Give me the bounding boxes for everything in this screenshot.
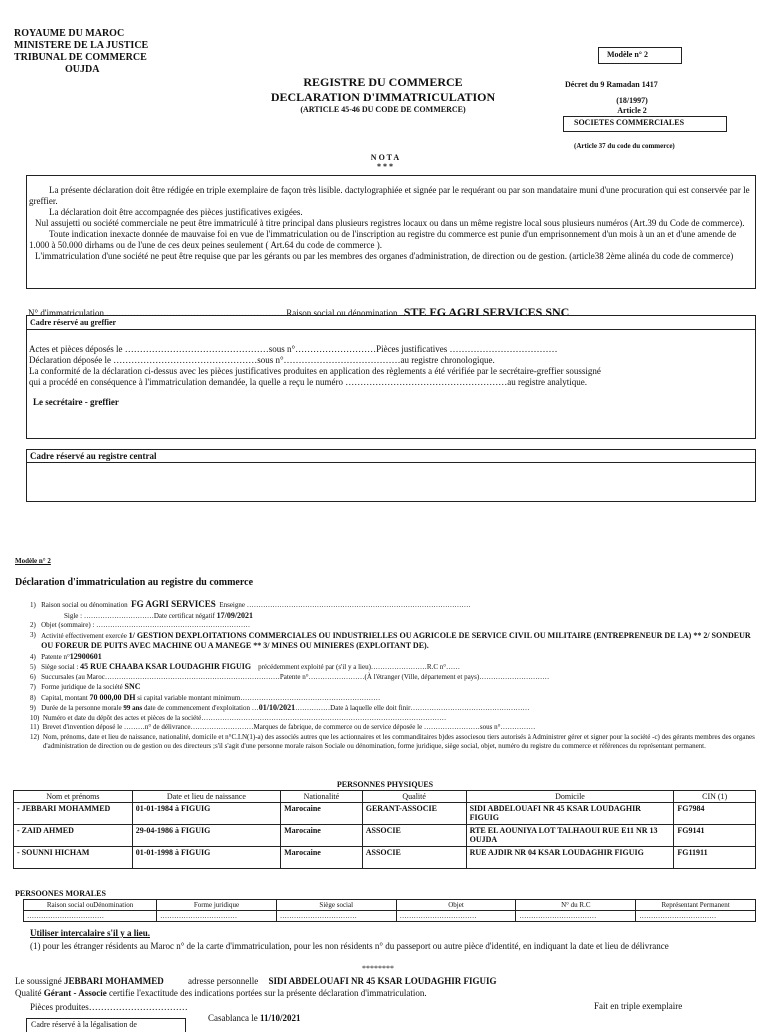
article37-text: (Article 37 du code du commerce) [574, 142, 675, 150]
cell-naissance: 29-04-1986 à FIGUIG [132, 825, 280, 847]
modele-label: Modèle n° 2 [607, 50, 648, 59]
cell-qualite: ASSOCIE [362, 847, 466, 869]
col-domicile: Domicile [466, 791, 674, 803]
cell-domicile: RUE AJDIR NR 04 KSAR LOUDAGHIR FIGUIG [466, 847, 674, 869]
cadre-legalisation [26, 1018, 186, 1032]
notes-stars: ******** [362, 964, 394, 973]
col-cin: CIN (1) [674, 791, 756, 803]
item-9-mid: date de commencement d'exploitation … [143, 704, 259, 712]
nota-paragraph-3: Nul assujetti ou société commerciale ne peut être immatriculé à titre principal dans plusieurs registres locaux ou dans un même registre local sous plusieurs numéros (Art.39 du Code de commerce). [35, 218, 745, 228]
cell-domicile: RTE EL AOUNIYA LOT TALHAOUI RUE E11 NR 13 OUJDA [466, 825, 674, 847]
greffier-line-1: Actes et pièces déposés le …………………………………………sous n°………………………Pièces justificatives ……………………………… [29, 344, 558, 354]
cell-nationalite: Marocaine [281, 825, 363, 847]
item-7: 7) Forme juridique de la société SNC [30, 682, 141, 691]
cell-dots: …………………………… [516, 911, 636, 922]
item-8: 8) Capital, montant 70 000,00 DH si capital variable montant minimum…………………………………………………… [30, 692, 381, 702]
col-forme: Forme juridique [157, 900, 277, 911]
qualite-value: Gérant - Associe [43, 988, 107, 998]
col-siege: Siège social [276, 900, 396, 911]
item-9-value: 99 ans [123, 704, 143, 712]
col-objet: Objet [396, 900, 516, 911]
greffier-signature: Le secrétaire - greffier [33, 397, 119, 407]
nota-box [26, 175, 756, 289]
item-1-tail: Enseigne …………………………………………………………………………………… [219, 601, 471, 609]
item-11: 11) Brevet d'invention déposé le ………n° de délivrance………………………Marques de fabrique, de commerce ou de service déposée le ……………………sous n°…………… [30, 723, 536, 731]
decret-year: (18/1997) [616, 96, 648, 105]
modele-badge [598, 47, 682, 64]
immatriculation-label: N° d'immatriculation ……………………………………………………Raison social ou dénomination [28, 308, 398, 318]
item-1-value: FG AGRI SERVICES [131, 599, 216, 609]
adresse-label: adresse personnelle [188, 976, 259, 986]
declaration-title: Déclaration d'immatriculation au registre du commerce [15, 577, 254, 588]
table-row [14, 847, 756, 869]
ville-label: Casablanca le [208, 1013, 258, 1023]
cell-qualite: ASSOCIE [362, 825, 466, 847]
ministry-header [14, 28, 148, 76]
morales-table [23, 899, 756, 922]
qualite-line [15, 988, 427, 998]
decret-block [565, 80, 705, 89]
header-line-3: TRIBUNAL DE COMMERCE [14, 52, 147, 63]
cell-nom: - ZAID AHMED [14, 825, 133, 847]
cell-dots: …………………………… [396, 911, 516, 922]
adresse-value: SIDI ABDELOUAFI NR 45 KSAR LOUDAGHIR FIGUIG [268, 976, 497, 986]
modele-2-label: Modèle n° 2 [15, 557, 51, 565]
cell-naissance: 01-01-1984 à FIGUIG [132, 803, 280, 825]
item-9: 9) Durée de la personne morale 99 ans date de commencement d'exploitation …01/10/2021……………Date à laquelle elle doit finir…………………………………………… [30, 703, 530, 712]
item-10-text: Numéro et date du dépôt des actes et pièces de la société…………………………………………………………………………………………… [42, 713, 447, 722]
cadre-legalisation-label: Cadre réservé à la légalisation de [31, 1020, 137, 1029]
nota-paragraph-1: La présente déclaration doit être rédigée en triple exemplaire de façon très lisible. dactylographiée et signée par le requérant ou par son mandataire muni d'une procuration qui est conservée par le greffier. [29, 185, 750, 206]
morales-title: PERSOONES MORALES [15, 889, 106, 898]
greffier-line-2: Déclaration déposée le …………………………………………sous n°…………………………………au registre chronologique. [29, 355, 495, 365]
sigle-date: 17/09/2021 [216, 610, 254, 620]
cell-dots: …………………………… [636, 911, 756, 922]
item-11-text: Brevet d'invention déposé le ………n° de délivrance………………………Marques de fabrique, de commerce ou de service déposée le ……………………sous n°…………… [42, 723, 536, 731]
raison-sociale-value: STE FG AGRI SERVICES SNC [403, 305, 570, 319]
qualite-tail: certifie l'exactitude des indications portées sur la présente déclaration d'immatriculation. [109, 988, 427, 998]
soussigne-label: Le soussigné [15, 976, 62, 986]
item-9-date: 01/10/2021 [258, 703, 296, 712]
note-etrangers: (1) pour les étranger résidents au Maroc n° de la carte d'immatriculation, pour les non résidents n° du passeport ou autre pièce d'identité, en indiquant la date et lieu de délivrance [30, 941, 669, 951]
nota-heading [355, 153, 415, 171]
nota-paragraph-5: L'immatriculation d'une société ne peut être requise que par les gérants ou par les membres des organes d'administration, de direction ou de gestion. (article38 2ème alinéa du code de commerce) [35, 251, 734, 261]
item-3-value: 1/ GESTION DEXPLOITATIONS COMMERCIALES OU INDUSTRIELLES OU AGRICOLE DE SERVICE CIVIL OU MILITAIRE (ENTREPRENEUR DE LA) ** 2/ SONDEUR OU FOREUR DE PUITS AVEC MACHINE OU A MANEGE ** 3/ MINES OU MINIERES (EXPLOITANT DE). [41, 630, 751, 650]
item-5-value: 45 RUE CHAABA KSAR LOUDAGHIR FIGUIG [80, 662, 252, 671]
declaration-items [30, 600, 755, 752]
physiques-header-row [14, 791, 756, 803]
cell-domicile: SIDI ABDELOUAFI NR 45 KSAR LOUDAGHIR FIGUIG [466, 803, 674, 825]
registre-central-box [26, 449, 756, 502]
cell-nationalite: Marocaine [281, 803, 363, 825]
item-8-tail: si capital variable montant minimum…………………………………………………… [137, 693, 381, 702]
item-8-value: 70 000,00 DH [89, 692, 136, 702]
header-line-2: MINISTERE DE LA JUSTICE [14, 40, 149, 51]
cell-cin: FG11911 [674, 847, 756, 869]
cell-nom: - JEBBARI MOHAMMED [14, 803, 133, 825]
item-1: 1) Raison social ou dénomination FG AGRI SERVICES Enseigne …………………………………………………………………………………… [30, 599, 471, 609]
greffier-title: Cadre réservé au greffier [27, 316, 755, 330]
item-3: 3) Activité effectivement exercée 1/ GESTION DEXPLOITATIONS COMMERCIALES OU INDUSTRIELLES OU AGRICOLE DE SERVICE CIVIL OU MILITAIRE (ENTREPRENEUR DE LA) ** 2/ SONDEUR OU FOREUR DE PUITS AVEC MACHINE OU A MANEGE ** 3/ MINES OU MINIERES (EXPLOITANT DE). [30, 630, 751, 650]
item-9-label: Durée de la personne morale [41, 704, 122, 712]
physiques-table [13, 790, 756, 869]
soussigne-line [15, 976, 497, 986]
morales-header-row [24, 900, 756, 911]
greffier-line-3: La conformité de la déclaration ci-dessus avec les pièces justificatives produites en application des règlements a été vérifiée par le secrétaire-greffier soussigné [29, 366, 601, 376]
col-qualite: Qualité [362, 791, 466, 803]
cell-dots: …………………………… [24, 911, 157, 922]
societes-box [563, 116, 727, 132]
col-naissance: Date et lieu de naissance [132, 791, 280, 803]
cell-nom: - SOUNNI HICHAM [14, 847, 133, 869]
col-nationalite: Nationalité [281, 791, 363, 803]
qualite-label: Qualité [15, 988, 42, 998]
item-5: 5) Siège social : 45 RUE CHAABA KSAR LOUDAGHIR FIGUIG précédemment exploité par (s'il y a lieu)……………………R.C n°…… [30, 662, 461, 671]
item-2: 2) Objet (sommaire) : ………………………………………………………… [30, 621, 251, 629]
nota-paragraph-4: Toute indication inexacte donnée de mauvaise foi en vue de l'immatriculation ou de l'inscription au registre du commerce est punie d'un emprisonnement d'un mois à un an et d'une amende de 1.000 à 50.000 dirhams ou de l'une de ces deux peines seulement ( Art.64 du code de commerce ). [29, 229, 737, 250]
greffier-line-4: qui a procédé en conséquence à l'immatriculation demandée, la quelle a reçu le numéro ………………………………………………au registre analytique. [29, 377, 587, 387]
item-3-label: Activité effectivement exercée [41, 631, 127, 640]
item-5-label: Siège social : [41, 663, 79, 671]
article-2: Article 2 [617, 106, 647, 115]
pieces-produites: Pièces produites…………………………… [30, 1002, 188, 1012]
item-7-value: SNC [124, 682, 141, 691]
item-sigle [30, 611, 755, 622]
item-4-value: 12900601 [69, 651, 102, 661]
cell-dots: …………………………… [276, 911, 396, 922]
sigle-label: Sigle : …………………………Date certificat négatif [64, 611, 215, 620]
fait-triple: Fait en triple exemplaire [594, 1001, 683, 1011]
cell-dots: …………………………… [157, 911, 277, 922]
item-2-text: Objet (sommaire) : ………………………………………………………… [41, 621, 251, 629]
societes-label: SOCIETES COMMERCIALES [574, 118, 685, 127]
item-9-tail: ……………Date à laquelle elle doit finir…………………………………………… [295, 704, 530, 712]
header-line-4: OUJDA [65, 64, 100, 75]
decret-text: Décret du 9 Ramadan 1417 [565, 80, 658, 89]
item-5-tail: précédemment exploité par (s'il y a lieu)……………………R.C n°…… [258, 663, 461, 671]
title-article: (ARTICLE 45-46 DU CODE DE COMMERCE) [300, 105, 466, 114]
item-7-label: Forme juridique de la société [41, 683, 123, 691]
decret-year-block [592, 96, 672, 116]
title-block [230, 75, 536, 114]
item-4-label: Patente n° [41, 652, 70, 661]
item-6: 6) Succursales (au Maroc…………………………………………………………………Patente n°……………………(À l'étranger (Ville, département et pays)………………………… [30, 672, 550, 681]
note-intercalaire: Utiliser intercalaire s'il y a lieu. [30, 928, 150, 938]
item-8-label: Capital, montant [41, 693, 88, 702]
cell-cin: FG9141 [674, 825, 756, 847]
soussigne-name: JEBBARI MOHAMMED [64, 976, 164, 986]
col-rc: N° du R.C [516, 900, 636, 911]
cell-cin: FG7984 [674, 803, 756, 825]
item-10: 10) Numéro et date du dépôt des actes et pièces de la société…………………………………………………………………………………………… [30, 713, 447, 722]
cell-nationalite: Marocaine [281, 847, 363, 869]
item-6-text: Succursales (au Maroc…………………………………………………………………Patente n°……………………(À l'étranger (Ville, département et pays)………………………… [41, 672, 550, 681]
table-row [14, 825, 756, 847]
col-nom: Nom et prénoms [14, 791, 133, 803]
greffier-box [26, 315, 756, 439]
nota-title: N O T A [370, 153, 400, 162]
col-raison: Raison social ouDénomination [24, 900, 157, 911]
nota-stars: * * * [377, 162, 393, 171]
title-registre: REGISTRE DU COMMERCE [303, 75, 463, 89]
signature-date: 11/10/2021 [259, 1013, 301, 1023]
cell-naissance: 01-01-1998 à FIGUIG [132, 847, 280, 869]
item-4: 4) Patente n°12900601 [30, 651, 102, 661]
table-row [14, 803, 756, 825]
nota-paragraph-2: La déclaration doit être accompagnée des pièces justificatives exigées. [49, 207, 303, 217]
title-declaration: DECLARATION D'IMMATRICULATION [270, 90, 496, 104]
registre-central-title: Cadre réservé au registre central [27, 450, 755, 463]
physiques-title: PERSONNES PHYSIQUES [336, 780, 434, 789]
item-1-label: Raison social ou dénomination [41, 601, 128, 609]
cell-qualite: GERANT-ASSOCIE [362, 803, 466, 825]
col-representant: Représentant Permanent [636, 900, 756, 911]
header-line-1: ROYAUME DU MAROC [14, 28, 125, 39]
item-12-text: Nom, prénoms, date et lieu de naissance, nationalité, domicile et n°C.I.N(1)-a) des associés autres que les actionnaires et les commanditaires b)des associesou tiers autorisés à Administrer gérer et signer pour la société -c) des gérants membres des organes d'administration de direction ou de gestion ou des directeurs ;s'il s'agit d'une personne morale raison Sociale ou dénomination, forme juridique, siège social, objet, numéro du registre du commerce et références du représentant permanent. [42, 732, 755, 750]
item-12: 12) Nom, prénoms, date et lieu de naissance, nationalité, domicile et n°C.I.N(1)-a) des associés autres que les actionnaires et les commanditaires b)des associesou tiers autorisés à Administrer gérer et signer pour la société -c) des gérants membres des organes d'administration de direction ou de gestion ou des directeurs ;s'il s'agit d'une personne morale raison Sociale ou dénomination, forme juridique, siège social, objet, numéro du registre du commerce et références du représentant permanent. [30, 732, 755, 750]
ville-date-line [208, 1013, 301, 1023]
table-row [24, 911, 756, 922]
